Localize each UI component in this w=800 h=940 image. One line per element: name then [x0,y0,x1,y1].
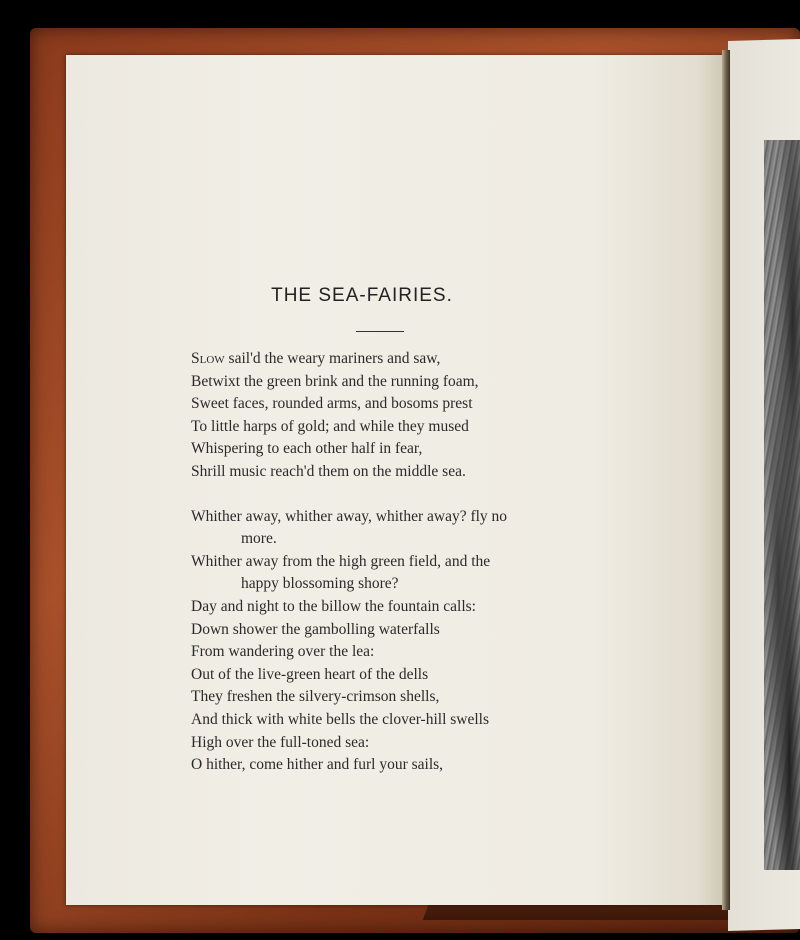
poem-line: High over the full-toned sea: [191,733,370,751]
poem-line: Slow sail'd the weary mariners and saw, [191,350,441,367]
poem-line: They freshen the silvery-crimson shells, [191,688,440,706]
poem-line: Down shower the gambolling waterfalls [191,620,440,638]
poem-line: more. [241,530,277,548]
engraving-illustration [764,140,800,870]
poem-line: From wandering over the lea: [191,643,375,661]
book-gutter [722,50,730,910]
poem-line: happy blossoming shore? [241,575,399,593]
poem-line: Day and night to the billow the fountain calls: [191,597,476,615]
poem-line: Sweet faces, rounded arms, and bosoms prest [191,395,473,413]
poem-line: To little harps of gold; and while they mused [191,417,469,435]
poem-line: O hither, come hither and furl your sails, [191,756,444,774]
poem-line: Out of the live-green heart of the dells [191,665,429,683]
poem-line: Whither away from the high green field, and the [191,552,491,570]
first-word: Slow [191,350,225,367]
poem-line: Whispering to each other half in fear, [191,440,423,458]
poem-line: And thick with white bells the clover-hill swells [191,710,490,728]
title-divider [356,331,404,332]
poem-title: THE SEA-FAIRIES. [271,285,453,306]
poem-line: Shrill music reach'd them on the middle sea. [191,462,466,480]
poem-line: Betwixt the green brink and the running foam, [191,372,479,390]
poem-line: Whither away, whither away, whither away? fly no [191,507,508,525]
poem-body [191,348,507,777]
